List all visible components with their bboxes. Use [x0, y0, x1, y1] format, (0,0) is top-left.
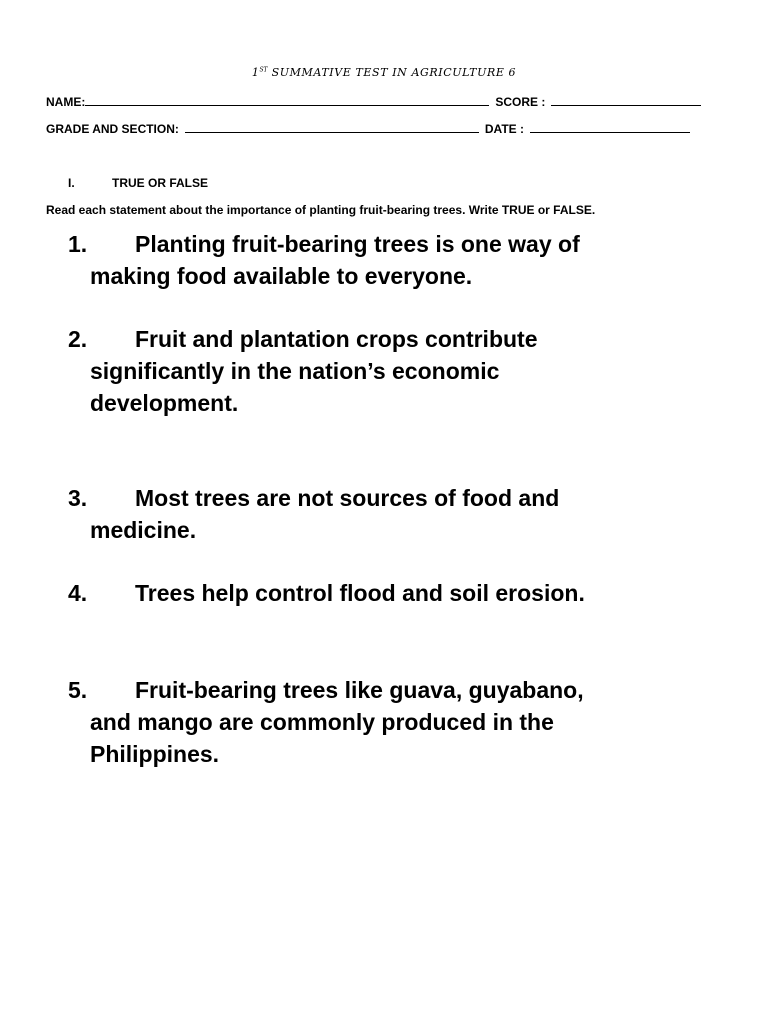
date-blank[interactable] — [530, 122, 690, 133]
test-title — [0, 66, 768, 79]
question-item — [68, 323, 708, 419]
question-text-line: Trees help control flood and soil erosion. — [135, 580, 585, 606]
question-text-line: development. — [90, 390, 239, 416]
question-item — [68, 577, 708, 609]
grade-section-blank[interactable] — [185, 122, 479, 133]
date-label: DATE : — [484, 122, 524, 136]
question-number: 1. — [68, 231, 88, 257]
name-blank[interactable] — [85, 95, 489, 106]
question-text-line: Philippines. — [90, 741, 220, 767]
score-blank[interactable] — [551, 95, 701, 106]
question-text-line: and mango are commonly produced in the — [90, 709, 554, 735]
question-number: 2. — [68, 326, 88, 352]
title-rest: SUMMATIVE TEST IN AGRICULTURE 6 — [267, 66, 517, 79]
question-text-line: Planting fruit-bearing trees is one way of — [135, 231, 580, 257]
question-item — [68, 228, 708, 292]
question-text-line: medicine. — [90, 517, 197, 543]
name-label: NAME: — [46, 95, 86, 109]
question-number: 3. — [68, 485, 88, 511]
question-item — [68, 482, 708, 546]
question-number: 4. — [68, 580, 88, 606]
question-item — [68, 674, 708, 770]
score-label: SCORE : — [495, 95, 546, 109]
grade-section-label: GRADE AND SECTION: — [46, 122, 179, 136]
question-text-line: significantly in the nation’s economic — [90, 358, 500, 384]
name-score-row — [46, 95, 718, 109]
title-prefix: 1 — [251, 66, 260, 79]
grade-date-row — [46, 122, 718, 136]
title-superscript: ST — [259, 66, 268, 74]
section-heading — [68, 176, 208, 190]
question-text-line: Fruit and plantation crops contribute — [135, 326, 538, 352]
question-text-line: Fruit-bearing trees like guava, guyabano, — [135, 677, 584, 703]
question-text-line: making food available to everyone. — [90, 263, 473, 289]
section-title: TRUE OR FALSE — [112, 176, 209, 190]
question-text-line: Most trees are not sources of food and — [135, 485, 560, 511]
instructions: Read each statement about the importance of planting fruit-bearing trees. Write TRUE or FALSE. — [46, 203, 596, 217]
section-number: I. — [68, 176, 75, 190]
question-number: 5. — [68, 677, 88, 703]
